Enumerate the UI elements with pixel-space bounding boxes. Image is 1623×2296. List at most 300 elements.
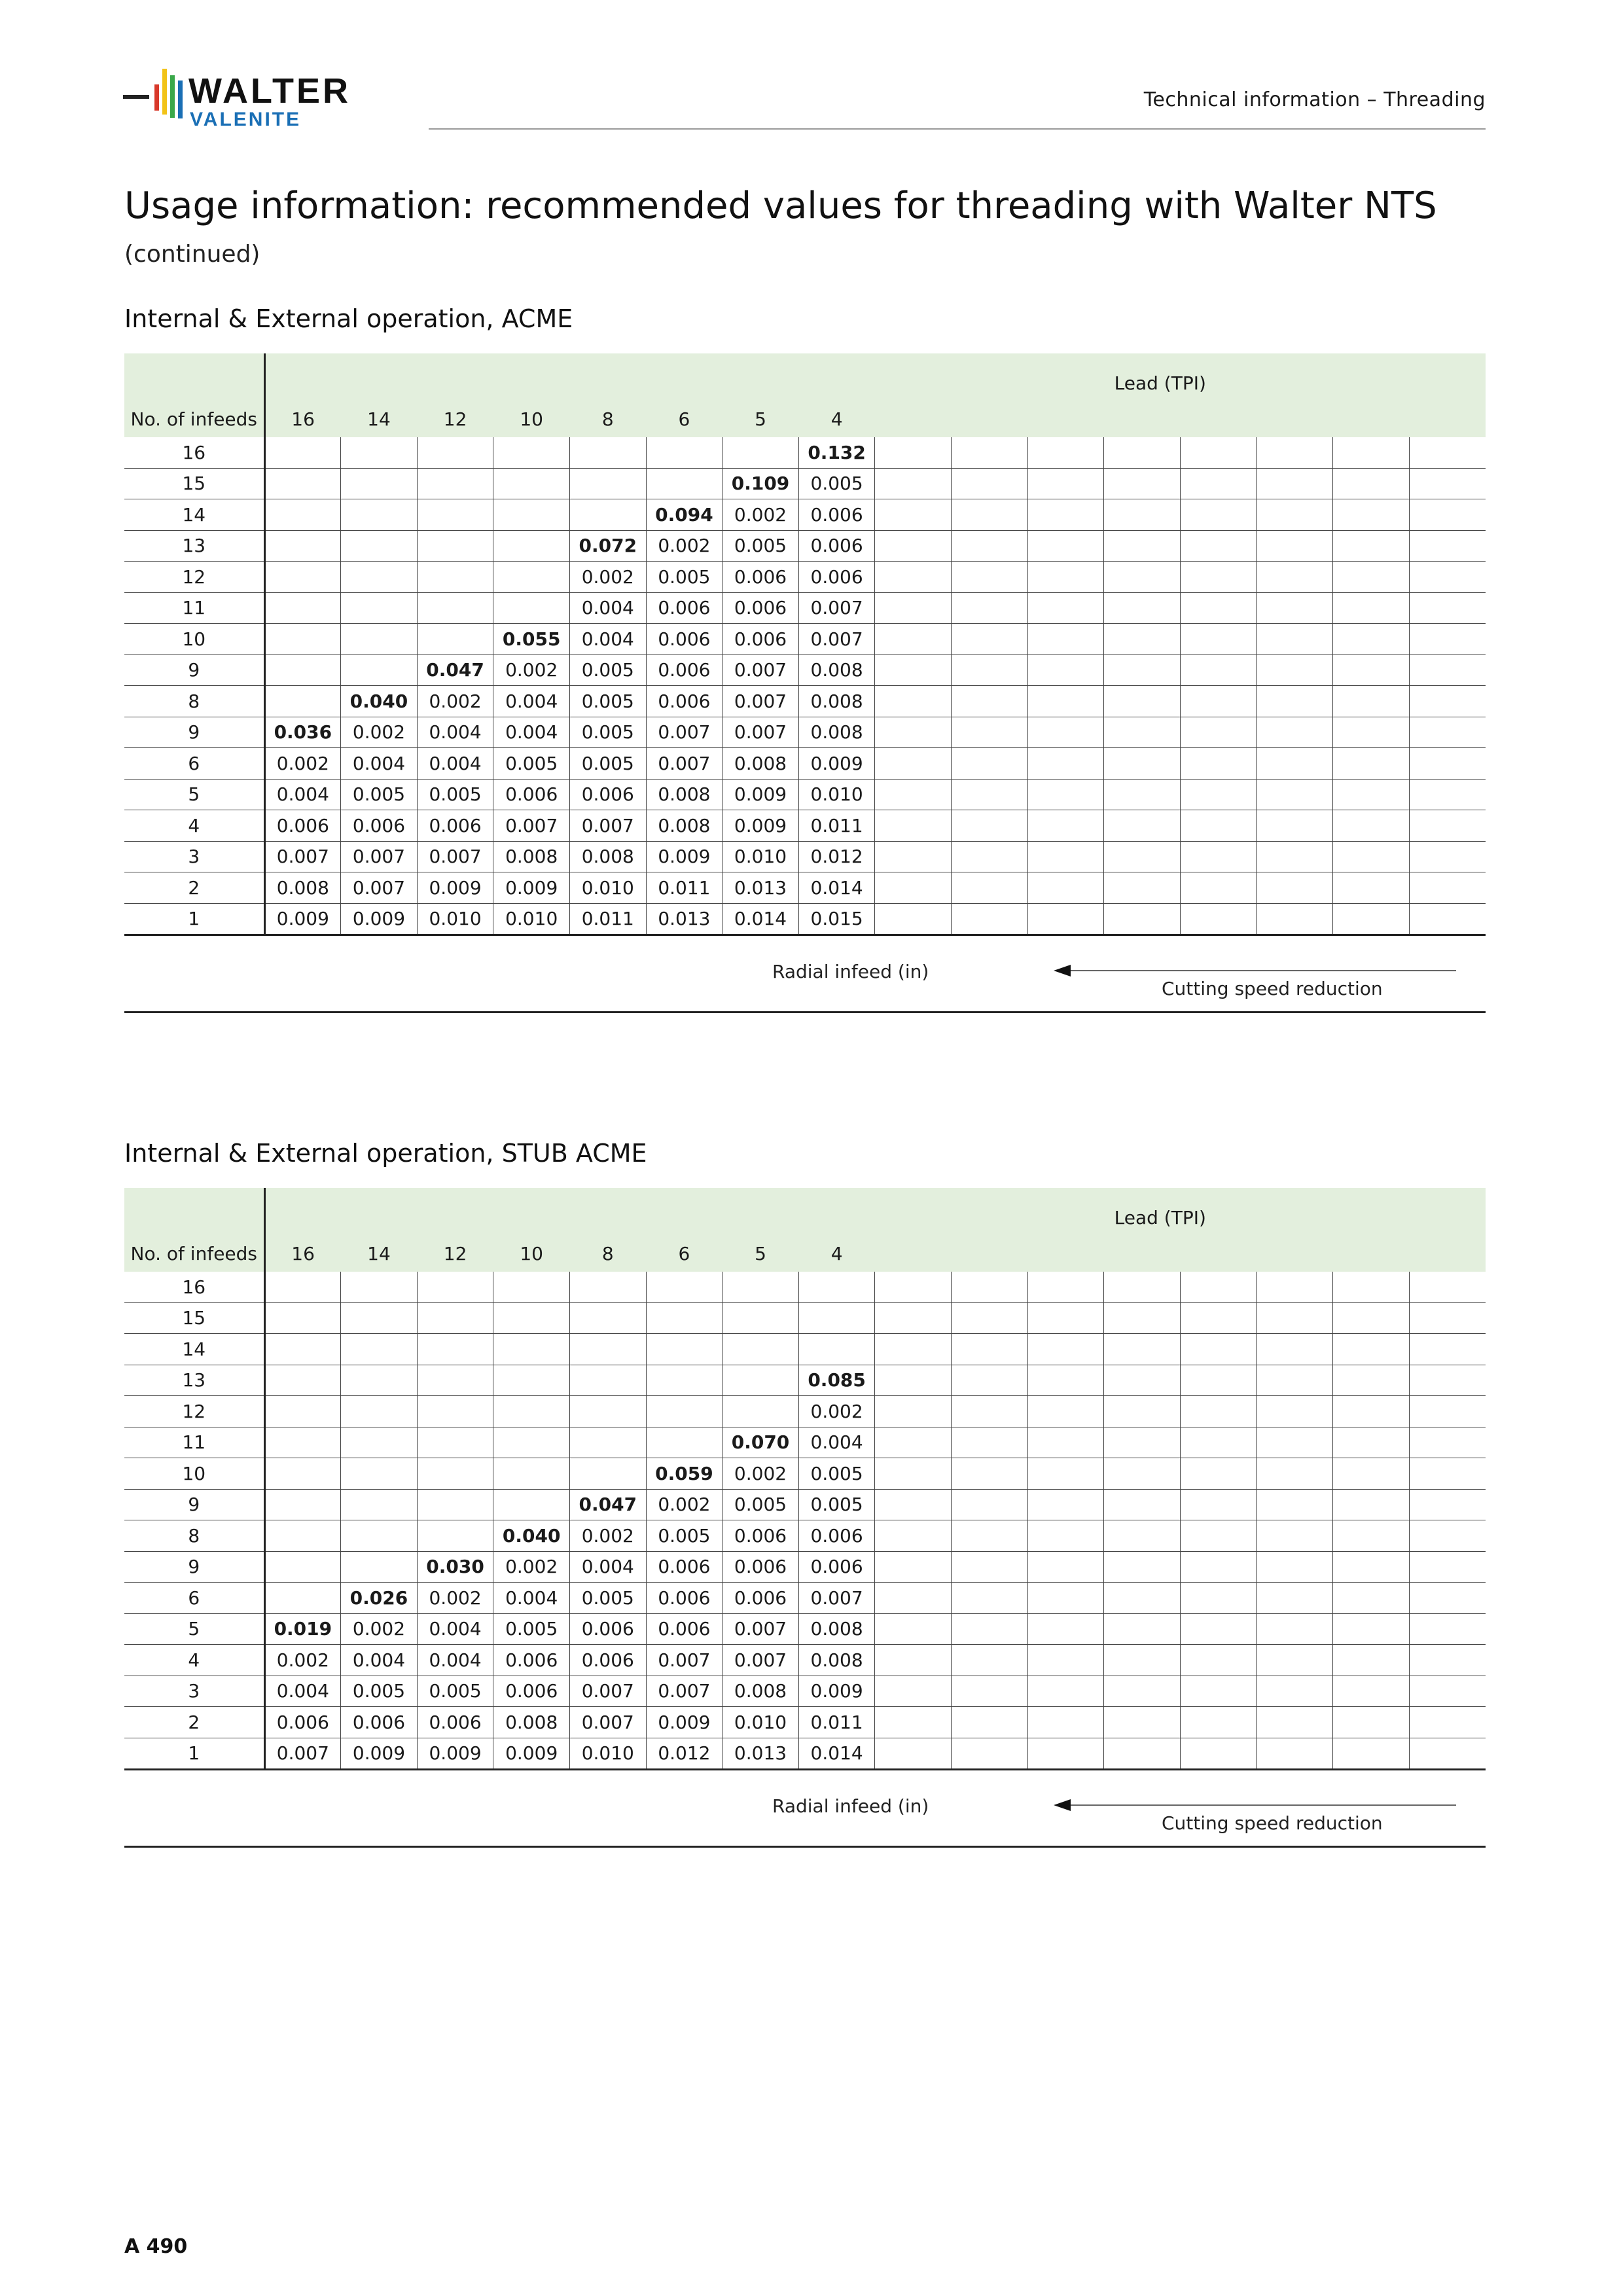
- radial-infeed-label: Radial infeed (in): [772, 961, 929, 982]
- value-cell: [1180, 717, 1257, 748]
- value-cell: [1104, 1645, 1181, 1676]
- infeed-cell: 11: [124, 592, 264, 624]
- value-cell: [1180, 655, 1257, 686]
- value-cell: 0.040: [493, 1520, 570, 1552]
- value-cell: 0.006: [493, 1645, 570, 1676]
- value-cell: [1180, 748, 1257, 780]
- value-cell: [1104, 437, 1181, 468]
- value-cell: [493, 499, 570, 531]
- value-cell: 0.006: [493, 1676, 570, 1707]
- value-cell: [1027, 1489, 1104, 1520]
- value-cell: [875, 779, 952, 810]
- table-row: [124, 903, 1486, 935]
- value-cell: [264, 1489, 341, 1520]
- value-cell: [1409, 1676, 1486, 1707]
- value-cell: [1027, 1551, 1104, 1583]
- value-cell: [1027, 1396, 1104, 1427]
- value-cell: [341, 592, 418, 624]
- value-cell: [1257, 468, 1333, 499]
- value-cell: [952, 717, 1028, 748]
- table-1-title: Internal & External operation, ACME: [124, 304, 573, 333]
- value-cell: [1257, 779, 1333, 810]
- value-cell: 0.030: [417, 1551, 493, 1583]
- value-cell: [1104, 562, 1181, 593]
- value-cell: 0.008: [798, 655, 875, 686]
- value-cell: [952, 592, 1028, 624]
- infeed-cell: 3: [124, 1676, 264, 1707]
- value-cell: [493, 562, 570, 593]
- value-cell: 0.004: [417, 1645, 493, 1676]
- table-1-footer: [124, 936, 1486, 1013]
- value-cell: [264, 1365, 341, 1396]
- value-cell: [569, 437, 646, 468]
- value-cell: [1409, 1520, 1486, 1552]
- value-cell: [952, 562, 1028, 593]
- table-row: [124, 1396, 1486, 1427]
- value-cell: [1257, 562, 1333, 593]
- lead-header-cell: [875, 1235, 952, 1272]
- lead-header-cell: 10: [493, 1235, 570, 1272]
- value-cell: [264, 1583, 341, 1614]
- value-cell: [417, 437, 493, 468]
- value-cell: [1104, 841, 1181, 872]
- value-cell: [875, 468, 952, 499]
- value-cell: [1104, 1738, 1181, 1770]
- value-cell: 0.009: [493, 1738, 570, 1770]
- value-cell: [1104, 1613, 1181, 1645]
- value-cell: 0.004: [417, 1613, 493, 1645]
- value-cell: [646, 468, 722, 499]
- value-cell: [1104, 1551, 1181, 1583]
- value-cell: [1104, 1334, 1181, 1365]
- value-cell: 0.008: [798, 1645, 875, 1676]
- value-cell: [417, 530, 493, 562]
- value-cell: [1333, 655, 1410, 686]
- value-cell: [264, 530, 341, 562]
- value-cell: [1180, 624, 1257, 655]
- table-row: [124, 1645, 1486, 1676]
- value-cell: [1409, 1738, 1486, 1770]
- infeed-cell: 14: [124, 1334, 264, 1365]
- value-cell: [1257, 1676, 1333, 1707]
- value-cell: 0.006: [646, 1551, 722, 1583]
- value-cell: [952, 1334, 1028, 1365]
- value-cell: [1409, 1489, 1486, 1520]
- value-cell: [1257, 499, 1333, 531]
- value-cell: [1104, 592, 1181, 624]
- value-cell: 0.014: [798, 1738, 875, 1770]
- value-cell: 0.006: [417, 1707, 493, 1738]
- value-cell: 0.009: [722, 810, 799, 842]
- value-cell: 0.072: [569, 530, 646, 562]
- value-cell: 0.009: [646, 841, 722, 872]
- value-cell: 0.008: [646, 810, 722, 842]
- value-cell: [875, 1396, 952, 1427]
- value-cell: [1104, 624, 1181, 655]
- table-2-footer: [124, 1770, 1486, 1848]
- value-cell: [417, 592, 493, 624]
- value-cell: [1333, 717, 1410, 748]
- infeed-cell: 8: [124, 686, 264, 717]
- value-cell: 0.010: [722, 841, 799, 872]
- value-cell: [341, 530, 418, 562]
- table-row: [124, 624, 1486, 655]
- value-cell: [1180, 437, 1257, 468]
- value-cell: [1333, 1489, 1410, 1520]
- value-cell: [1409, 499, 1486, 531]
- value-cell: [1257, 437, 1333, 468]
- value-cell: [1257, 872, 1333, 904]
- value-cell: [875, 686, 952, 717]
- value-cell: 0.006: [646, 592, 722, 624]
- value-cell: [952, 1676, 1028, 1707]
- table-row: [124, 562, 1486, 593]
- table-row: [124, 686, 1486, 717]
- value-cell: [1104, 1365, 1181, 1396]
- value-cell: 0.004: [798, 1427, 875, 1458]
- page-title: Usage information: recommended values for threading with Walter NTS: [124, 185, 1437, 227]
- table-row: [124, 437, 1486, 468]
- lead-header-cell: 4: [798, 401, 875, 437]
- value-cell: 0.006: [341, 1707, 418, 1738]
- value-cell: 0.010: [722, 1707, 799, 1738]
- value-cell: 0.002: [646, 1489, 722, 1520]
- value-cell: 0.010: [569, 1738, 646, 1770]
- lead-header-cell: [1409, 1235, 1486, 1272]
- infeed-cell: 4: [124, 810, 264, 842]
- value-cell: [722, 1302, 799, 1334]
- value-cell: 0.006: [722, 624, 799, 655]
- value-cell: 0.005: [341, 1676, 418, 1707]
- infeed-cell: 16: [124, 1272, 264, 1302]
- value-cell: [1180, 841, 1257, 872]
- value-cell: 0.005: [417, 1676, 493, 1707]
- value-cell: [875, 437, 952, 468]
- value-cell: [875, 499, 952, 531]
- value-cell: [417, 1489, 493, 1520]
- value-cell: 0.009: [417, 1738, 493, 1770]
- infeed-cell: 3: [124, 841, 264, 872]
- value-cell: [1333, 1551, 1410, 1583]
- value-cell: [417, 1272, 493, 1302]
- value-cell: [1027, 437, 1104, 468]
- value-cell: [569, 499, 646, 531]
- value-cell: [646, 1334, 722, 1365]
- value-cell: [722, 1334, 799, 1365]
- value-cell: [875, 1707, 952, 1738]
- lead-header-cell: 8: [569, 1235, 646, 1272]
- lead-header-cell: [1180, 401, 1257, 437]
- value-cell: [875, 717, 952, 748]
- value-cell: [1257, 1427, 1333, 1458]
- value-cell: [952, 1489, 1028, 1520]
- value-cell: 0.005: [569, 748, 646, 780]
- value-cell: [264, 1396, 341, 1427]
- value-cell: [1333, 499, 1410, 531]
- value-cell: [952, 468, 1028, 499]
- value-cell: 0.002: [722, 499, 799, 531]
- value-cell: [1104, 468, 1181, 499]
- value-cell: 0.005: [569, 655, 646, 686]
- value-cell: [875, 1645, 952, 1676]
- value-cell: [646, 1365, 722, 1396]
- value-cell: [1409, 655, 1486, 686]
- value-cell: [1180, 1645, 1257, 1676]
- value-cell: [952, 1302, 1028, 1334]
- value-cell: 0.002: [417, 686, 493, 717]
- value-cell: [1180, 468, 1257, 499]
- value-cell: [341, 1427, 418, 1458]
- value-cell: 0.006: [646, 624, 722, 655]
- value-cell: [1104, 1302, 1181, 1334]
- value-cell: 0.007: [722, 1613, 799, 1645]
- value-cell: [264, 1427, 341, 1458]
- header-divider: [429, 128, 1486, 130]
- value-cell: [493, 1365, 570, 1396]
- value-cell: 0.007: [722, 686, 799, 717]
- value-cell: [1257, 903, 1333, 935]
- value-cell: [1409, 1613, 1486, 1645]
- value-cell: [875, 1272, 952, 1302]
- value-cell: [341, 437, 418, 468]
- infeed-cell: 12: [124, 1396, 264, 1427]
- value-cell: [417, 1334, 493, 1365]
- value-cell: [1027, 748, 1104, 780]
- value-cell: [569, 1396, 646, 1427]
- value-cell: [1180, 1676, 1257, 1707]
- infeed-cell: 15: [124, 1302, 264, 1334]
- value-cell: 0.007: [569, 810, 646, 842]
- value-cell: [646, 1272, 722, 1302]
- value-cell: [1180, 872, 1257, 904]
- lead-header-cell: [1104, 1235, 1181, 1272]
- value-cell: 0.007: [646, 1676, 722, 1707]
- table-2-title: Internal & External operation, STUB ACME: [124, 1139, 647, 1168]
- value-cell: 0.006: [798, 1520, 875, 1552]
- value-cell: 0.009: [493, 872, 570, 904]
- value-cell: 0.008: [722, 1676, 799, 1707]
- value-cell: 0.011: [569, 903, 646, 935]
- value-cell: [1257, 1520, 1333, 1552]
- lead-header-cell: [1409, 401, 1486, 437]
- value-cell: [1104, 1396, 1181, 1427]
- value-cell: [952, 1458, 1028, 1490]
- value-cell: 0.002: [264, 748, 341, 780]
- value-cell: [493, 1396, 570, 1427]
- infeed-cell: 6: [124, 748, 264, 780]
- table-row: [124, 1613, 1486, 1645]
- lead-header-cell: [1257, 401, 1333, 437]
- table-row: [124, 499, 1486, 531]
- value-cell: [341, 1365, 418, 1396]
- value-cell: [493, 592, 570, 624]
- value-cell: 0.004: [569, 1551, 646, 1583]
- value-cell: [1333, 779, 1410, 810]
- value-cell: 0.009: [722, 779, 799, 810]
- value-cell: [1257, 530, 1333, 562]
- value-cell: [875, 655, 952, 686]
- value-cell: [1027, 1613, 1104, 1645]
- lead-header-row: [124, 1235, 1486, 1272]
- value-cell: 0.007: [798, 624, 875, 655]
- value-cell: [798, 1272, 875, 1302]
- value-cell: 0.011: [646, 872, 722, 904]
- table-row: [124, 1302, 1486, 1334]
- acme-table: [124, 353, 1486, 936]
- value-cell: [1104, 717, 1181, 748]
- value-cell: 0.040: [341, 686, 418, 717]
- value-cell: [952, 1365, 1028, 1396]
- value-cell: [264, 437, 341, 468]
- value-cell: [1104, 1676, 1181, 1707]
- value-cell: 0.011: [798, 810, 875, 842]
- lead-header-cell: 16: [264, 1235, 341, 1272]
- value-cell: 0.004: [264, 779, 341, 810]
- value-cell: [1257, 1738, 1333, 1770]
- value-cell: [1333, 562, 1410, 593]
- value-cell: [1027, 841, 1104, 872]
- infeed-cell: 13: [124, 1365, 264, 1396]
- value-cell: [875, 872, 952, 904]
- value-cell: [722, 437, 799, 468]
- value-cell: [1104, 655, 1181, 686]
- value-cell: 0.008: [798, 717, 875, 748]
- value-cell: [952, 686, 1028, 717]
- lead-header-cell: 6: [646, 401, 722, 437]
- value-cell: [1333, 1583, 1410, 1614]
- value-cell: [952, 499, 1028, 531]
- value-cell: [1027, 1583, 1104, 1614]
- value-cell: [1409, 810, 1486, 842]
- value-cell: 0.006: [341, 810, 418, 842]
- value-cell: [875, 1302, 952, 1334]
- value-cell: [1180, 1365, 1257, 1396]
- value-cell: [1180, 1272, 1257, 1302]
- value-cell: 0.006: [646, 1613, 722, 1645]
- value-cell: 0.006: [646, 655, 722, 686]
- value-cell: 0.006: [493, 779, 570, 810]
- value-cell: [1180, 810, 1257, 842]
- value-cell: [493, 468, 570, 499]
- value-cell: 0.006: [646, 686, 722, 717]
- value-cell: 0.007: [722, 717, 799, 748]
- header-section-label: Technical information – Threading: [1143, 88, 1486, 111]
- value-cell: [569, 1427, 646, 1458]
- value-cell: 0.013: [646, 903, 722, 935]
- infeed-cell: 9: [124, 655, 264, 686]
- infeed-cell: 9: [124, 717, 264, 748]
- value-cell: 0.005: [417, 779, 493, 810]
- value-cell: [875, 1458, 952, 1490]
- table-row: [124, 468, 1486, 499]
- value-cell: 0.009: [341, 903, 418, 935]
- value-cell: [875, 1334, 952, 1365]
- value-cell: 0.007: [646, 1645, 722, 1676]
- value-cell: [1104, 872, 1181, 904]
- value-cell: [417, 1302, 493, 1334]
- value-cell: [1180, 499, 1257, 531]
- value-cell: 0.006: [798, 1551, 875, 1583]
- infeed-cell: 5: [124, 779, 264, 810]
- value-cell: 0.007: [798, 592, 875, 624]
- lead-header-cell: 4: [798, 1235, 875, 1272]
- value-cell: [952, 1738, 1028, 1770]
- row-header-label: No. of infeeds: [124, 401, 264, 437]
- value-cell: [341, 1302, 418, 1334]
- value-cell: [1409, 903, 1486, 935]
- value-cell: [1257, 1583, 1333, 1614]
- value-cell: [1257, 624, 1333, 655]
- value-cell: [1409, 1427, 1486, 1458]
- value-cell: [952, 624, 1028, 655]
- value-cell: 0.009: [798, 1676, 875, 1707]
- value-cell: [952, 655, 1028, 686]
- infeed-cell: 15: [124, 468, 264, 499]
- value-cell: 0.009: [417, 872, 493, 904]
- table-row: [124, 1738, 1486, 1770]
- value-cell: [952, 1613, 1028, 1645]
- lead-header-cell: 8: [569, 401, 646, 437]
- lead-header-row: [124, 401, 1486, 437]
- value-cell: [646, 437, 722, 468]
- value-cell: [569, 1302, 646, 1334]
- lead-label: Lead (TPI): [264, 1188, 1486, 1235]
- value-cell: [1104, 1520, 1181, 1552]
- value-cell: [875, 1489, 952, 1520]
- value-cell: 0.006: [722, 562, 799, 593]
- value-cell: [1180, 1551, 1257, 1583]
- value-cell: [1027, 562, 1104, 593]
- value-cell: [875, 1676, 952, 1707]
- value-cell: 0.006: [722, 1551, 799, 1583]
- value-cell: 0.006: [722, 1520, 799, 1552]
- cutting-speed-label: Cutting speed reduction: [1162, 1812, 1383, 1834]
- value-cell: [1180, 1396, 1257, 1427]
- value-cell: 0.005: [798, 468, 875, 499]
- value-cell: [1027, 872, 1104, 904]
- value-cell: [264, 499, 341, 531]
- value-cell: [1409, 1272, 1486, 1302]
- value-cell: [1333, 437, 1410, 468]
- value-cell: [875, 1427, 952, 1458]
- value-cell: 0.007: [722, 1645, 799, 1676]
- table-2-section: [124, 1188, 1486, 1848]
- value-cell: 0.012: [798, 841, 875, 872]
- value-cell: [1257, 717, 1333, 748]
- lead-header-cell: [1180, 1235, 1257, 1272]
- value-cell: [1409, 717, 1486, 748]
- value-cell: 0.008: [722, 748, 799, 780]
- value-cell: [341, 655, 418, 686]
- table-row: [124, 779, 1486, 810]
- infeed-cell: 2: [124, 872, 264, 904]
- lead-header-cell: [1027, 401, 1104, 437]
- value-cell: [1104, 1583, 1181, 1614]
- value-cell: 0.005: [341, 779, 418, 810]
- lead-header-cell: [1104, 401, 1181, 437]
- value-cell: [1104, 810, 1181, 842]
- value-cell: [875, 841, 952, 872]
- value-cell: 0.004: [417, 748, 493, 780]
- value-cell: [1257, 655, 1333, 686]
- value-cell: 0.005: [646, 1520, 722, 1552]
- lead-header-cell: [952, 1235, 1028, 1272]
- infeed-cell: 4: [124, 1645, 264, 1676]
- value-cell: [1333, 1302, 1410, 1334]
- value-cell: 0.002: [646, 530, 722, 562]
- value-cell: [569, 1334, 646, 1365]
- table-body: [124, 1272, 1486, 1770]
